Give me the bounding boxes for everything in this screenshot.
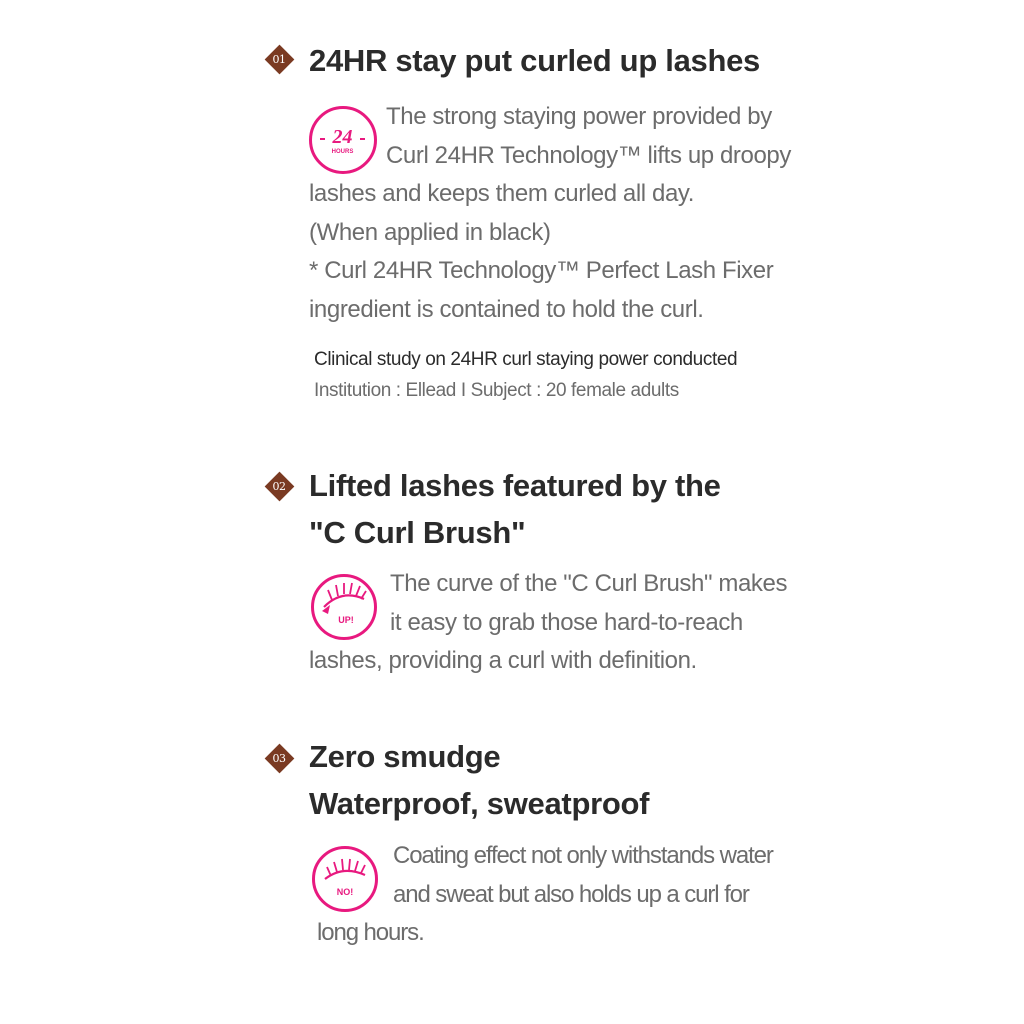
feature-03-heading-line-2: Waterproof, sweatproof [309, 786, 650, 821]
feature-02-heading-line-2: "C Curl Brush" [309, 515, 526, 550]
feature-03-line-2: and sweat but also holds up a curl for [393, 880, 749, 908]
feature-02-line-1: The curve of the "C Curl Brush" makes [390, 570, 788, 597]
lash-up-label: UP! [338, 615, 354, 625]
clinical-study-title: Clinical study on 24HR curl staying power conducted [314, 349, 738, 370]
feature-01-heading [309, 37, 760, 84]
clinical-study-details: Institution : Ellead I Subject : 20 female adults [314, 380, 679, 401]
feature-01-line-4: (When applied in black) [309, 218, 551, 246]
feature-01-line-3: lashes and keeps them curled all day. [309, 180, 694, 207]
feature-01-line-1: The strong staying power provided by [386, 103, 772, 130]
feature-01-line-5: * Curl 24HR Technology™ Perfect Lash Fixer [309, 257, 774, 284]
clinical-study-note [314, 344, 737, 406]
feature-03-line-1: Coating effect not only withstands water [393, 842, 773, 869]
feature-02-line-3: lashes, providing a curl with definition. [309, 647, 697, 674]
hours-24-sublabel: HOURS [331, 149, 354, 155]
feature-03-line-3: long hours. [317, 919, 424, 946]
feature-03-heading [309, 733, 649, 827]
feature-02-line-2: it easy to grab those hard-to-reach [390, 608, 743, 636]
number-badge-03-label: 03 [272, 752, 286, 765]
lash-no-label: NO! [336, 887, 354, 897]
feature-01-description [309, 98, 791, 329]
feature-02-description [309, 565, 787, 681]
feature-01-line-6: ingredient is contained to hold the curl. [309, 295, 704, 323]
number-badge-02-label: 02 [272, 480, 286, 493]
feature-03-heading-line-1: Zero smudge [309, 739, 501, 774]
feature-02-heading-line-1: Lifted lashes featured by the [309, 468, 721, 503]
number-badge-01-label: 01 [272, 53, 286, 66]
hours-24-number: 24 [332, 126, 353, 148]
feature-03-description [317, 837, 773, 953]
feature-01-line-2: Curl 24HR Technology™ lifts up droopy [386, 141, 791, 169]
feature-01-heading-line-1: 24HR stay put curled up lashes [309, 43, 760, 78]
feature-02-heading [309, 462, 721, 556]
